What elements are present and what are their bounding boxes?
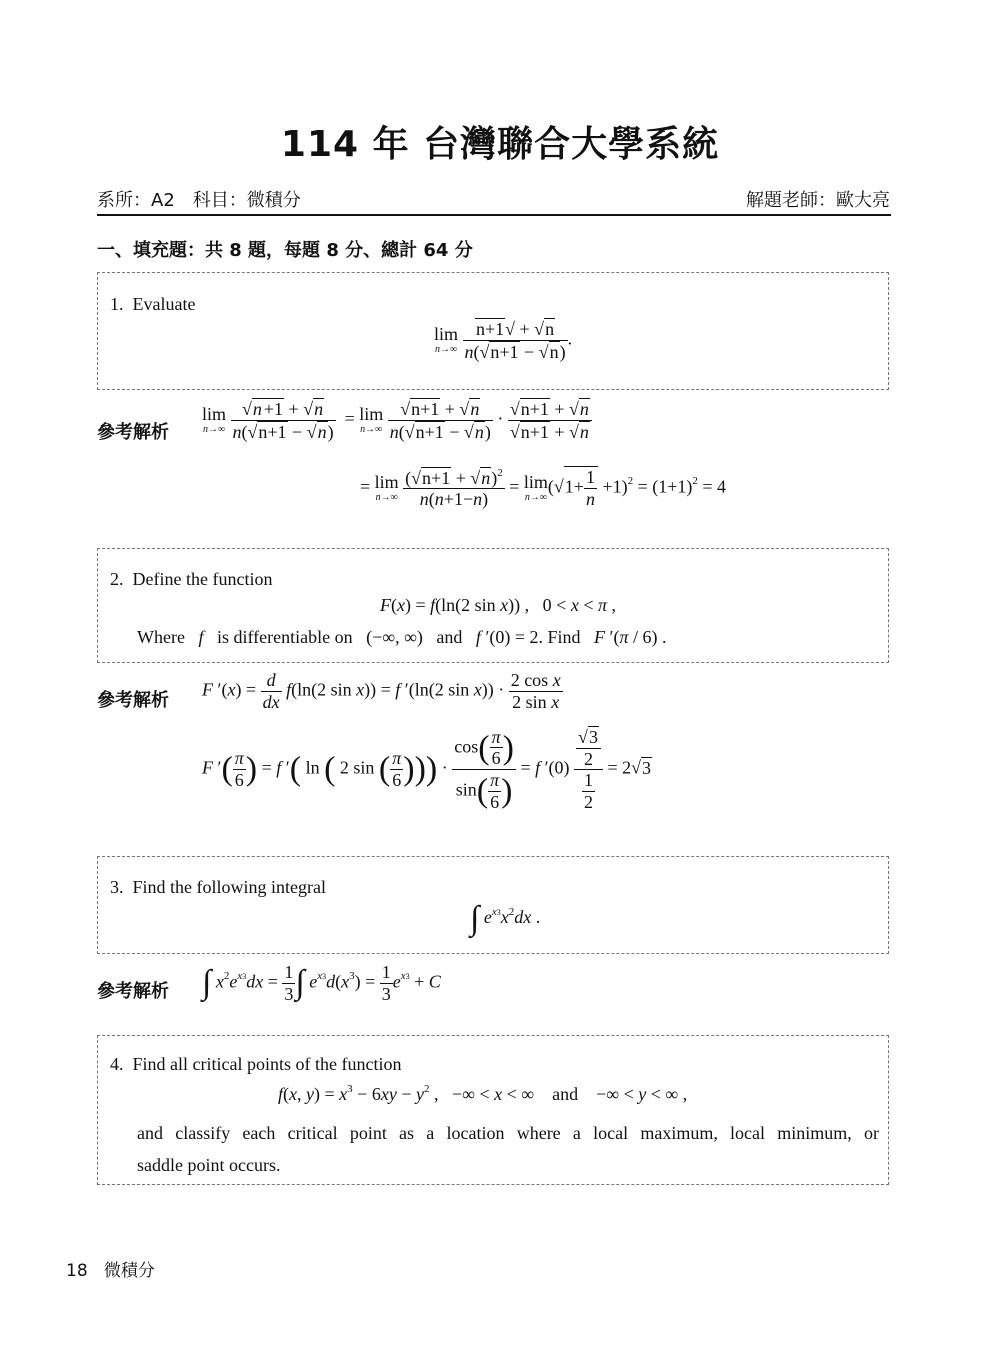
question-2-condition: Where f is differentiable on (−∞, ∞) and f ′(0) = 2. Find F ′(π / 6) . xyxy=(137,627,667,647)
question-1-formula: lim n→∞ $\frac{n+1√ + √n}{n(√n+1 - √n)}$ . xyxy=(434,319,573,362)
page-title: 114 年 台灣聯合大學系統 xyxy=(280,124,720,165)
question-4-instruction-line-1: and classify each critical point as a location where a local maximum, local minimum, or xyxy=(137,1123,879,1143)
footer-subject: 微積分 xyxy=(103,1261,155,1281)
page-number: 18 xyxy=(66,1261,88,1281)
answer-label-1: 參考解析 xyxy=(97,422,169,443)
question-3-text: 3. Find the following integral xyxy=(110,877,326,897)
question-4-instruction-line-2: saddle point occurs. xyxy=(137,1155,281,1175)
header-teacher: 解題老師：歐大亮 xyxy=(746,190,890,211)
page-footer xyxy=(66,1256,155,1281)
answer-2-line-1: F ′(x) = $\frac{d}{dx}$ f(ln(2 sin x)) = f ′(ln(2 sin x)) · $\frac{\text{2 cos x}}{\text{2 sin x}}$ xyxy=(202,670,561,712)
answer-label-2: 參考解析 xyxy=(97,690,169,711)
section-heading: 一、填充題：共 8 題，每題 8 分、總計 64 分 xyxy=(97,240,473,261)
answer-1-line-1: lim n→∞ $\frac{√n +1 + √n}{n(√n+1 - √n)}$ = lim n→∞ $\frac{√n+1 + √n}{n(√n+1 - √n)}$ · $\frac{√n+1 + √n}{√n+1 + √n}$ xyxy=(202,398,592,442)
header-department-subject: 系所：A2 科目：微積分 xyxy=(97,190,301,211)
header-divider xyxy=(97,214,891,216)
question-4-text: 4. Find all critical points of the function xyxy=(110,1054,402,1074)
answer-3-solution: ∫ $x^2e^{x3}dx$ = $\frac{1}{3}$ ∫ $e^{x3}d(x^3)$ = $\frac{1}{3}$ $e^{x3} + C$ xyxy=(202,962,441,1004)
question-1-text: 1. Evaluate xyxy=(110,294,196,314)
question-2-definition: F(x) = f(ln(2 sin x)) , 0 < x < π , xyxy=(380,595,616,615)
question-3-integral: ∫ $e^{x3}x^2dx$ . xyxy=(470,900,541,937)
question-2-text: 2. Define the function xyxy=(110,569,273,589)
answer-label-3: 參考解析 xyxy=(97,981,169,1002)
answer-1-line-2: = lim n→∞ $\frac{(√n+1 + √n)^2}{n(n+1-n)}$ = lim n→∞ (√1+ $\frac{1}{n}$ $+1)^2 = (1+1)^2 = 4$ xyxy=(360,466,727,510)
answer-2-line-2: F ′( $\frac{\pi}{6}$ ) = f ′( ln ( 2 sin ( $\frac{\pi}{6}$ ))) · cos( $\frac{\pi}{6}$ ) sin( $\frac{\pi}{6}$ ) = f ′(0) $\frac{\frac{√3}{2}}{\frac{1}{2}}$ = 2√3 xyxy=(202,726,651,813)
question-4-function: f(x, $y) = x^3 - 6xy - y^2$ , −∞ < x < ∞ and −∞ < y < ∞ , xyxy=(278,1083,688,1104)
